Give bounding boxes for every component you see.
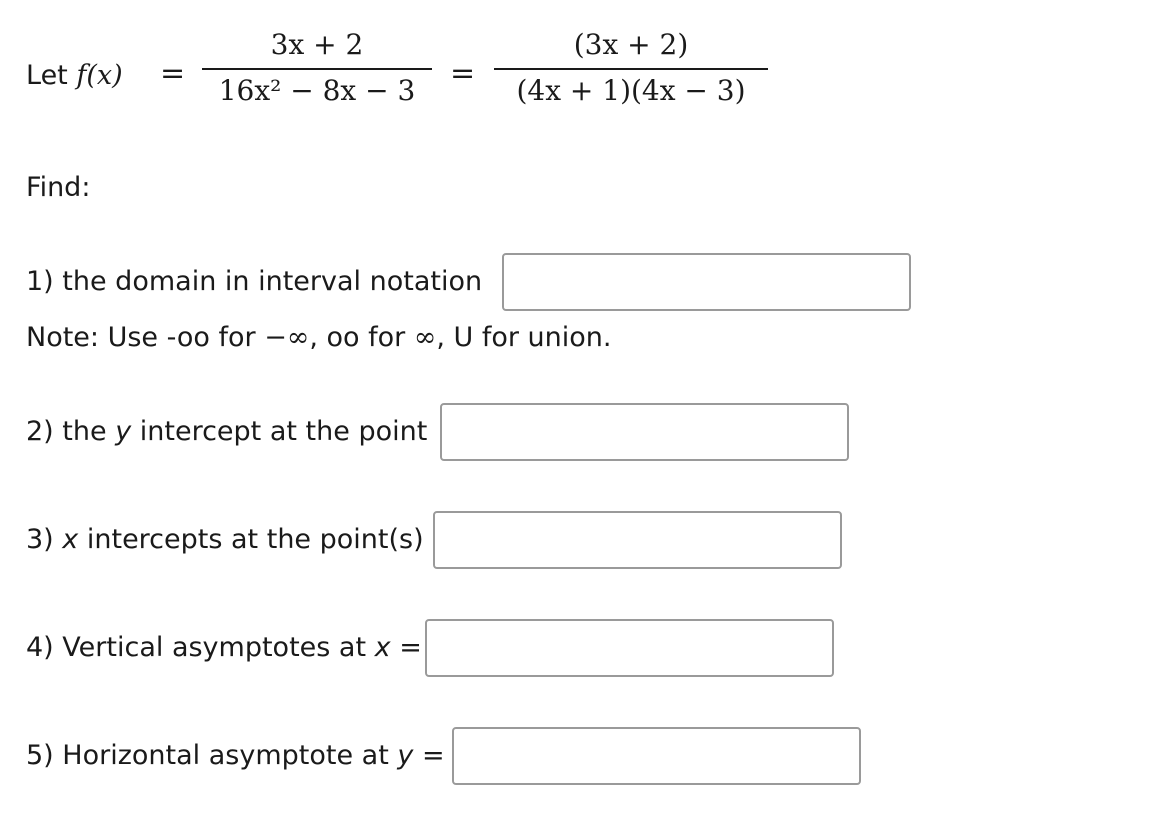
vertical-asymptotes-input[interactable] xyxy=(425,619,834,677)
x-intercepts-input[interactable] xyxy=(433,511,842,569)
equals-sign-1: = xyxy=(160,56,186,91)
fraction-original-denominator: 16x² − 8x − 3 xyxy=(218,74,416,107)
question-4-label xyxy=(26,631,422,665)
equals-sign-2: = xyxy=(450,56,476,91)
fraction-factored-bar xyxy=(494,68,768,70)
fraction-original-bar xyxy=(202,68,432,70)
question-2-prefix: 2) the xyxy=(26,416,116,447)
neg-infinity-symbol: −∞ xyxy=(264,322,310,353)
question-4-var: x xyxy=(374,632,391,663)
question-3-label xyxy=(26,523,424,557)
question-4-suffix: = xyxy=(390,632,422,663)
find-label: Find: xyxy=(26,172,91,203)
question-3-var: x xyxy=(62,524,79,555)
question-2-label xyxy=(26,415,427,449)
let-text: Let xyxy=(26,60,68,91)
question-3-suffix: intercepts at the point(s) xyxy=(78,524,424,555)
question-2-var: y xyxy=(115,416,132,447)
fraction-original-numerator: 3x + 2 xyxy=(270,28,364,61)
question-4-prefix: 4) Vertical asymptotes at xyxy=(26,632,375,663)
question-3-prefix: 3) xyxy=(26,524,63,555)
fraction-factored-numerator: (3x + 2) xyxy=(573,28,689,61)
fraction-factored-denominator: (4x + 1)(4x − 3) xyxy=(516,74,746,107)
note-prefix: Note: Use -oo for xyxy=(26,322,265,353)
domain-input[interactable] xyxy=(502,253,911,311)
note-suffix: , U for union. xyxy=(436,322,612,353)
horizontal-asymptote-input[interactable] xyxy=(452,727,861,785)
question-2-suffix: intercept at the point xyxy=(131,416,428,447)
function-name: f(x) xyxy=(76,60,123,91)
note-text xyxy=(26,321,612,355)
question-5-prefix: 5) Horizontal asymptote at xyxy=(26,740,398,771)
note-middle: , oo for xyxy=(309,322,414,353)
let-label xyxy=(26,59,123,93)
infinity-symbol: ∞ xyxy=(413,322,437,353)
question-1-label xyxy=(26,265,482,299)
fraction-factored xyxy=(494,28,768,108)
question-5-var: y xyxy=(397,740,414,771)
fraction-original xyxy=(202,28,432,108)
y-intercept-input[interactable] xyxy=(440,403,849,461)
question-1-text: 1) the domain in interval notation xyxy=(26,266,483,297)
question-5-label xyxy=(26,739,445,773)
question-5-suffix: = xyxy=(413,740,445,771)
